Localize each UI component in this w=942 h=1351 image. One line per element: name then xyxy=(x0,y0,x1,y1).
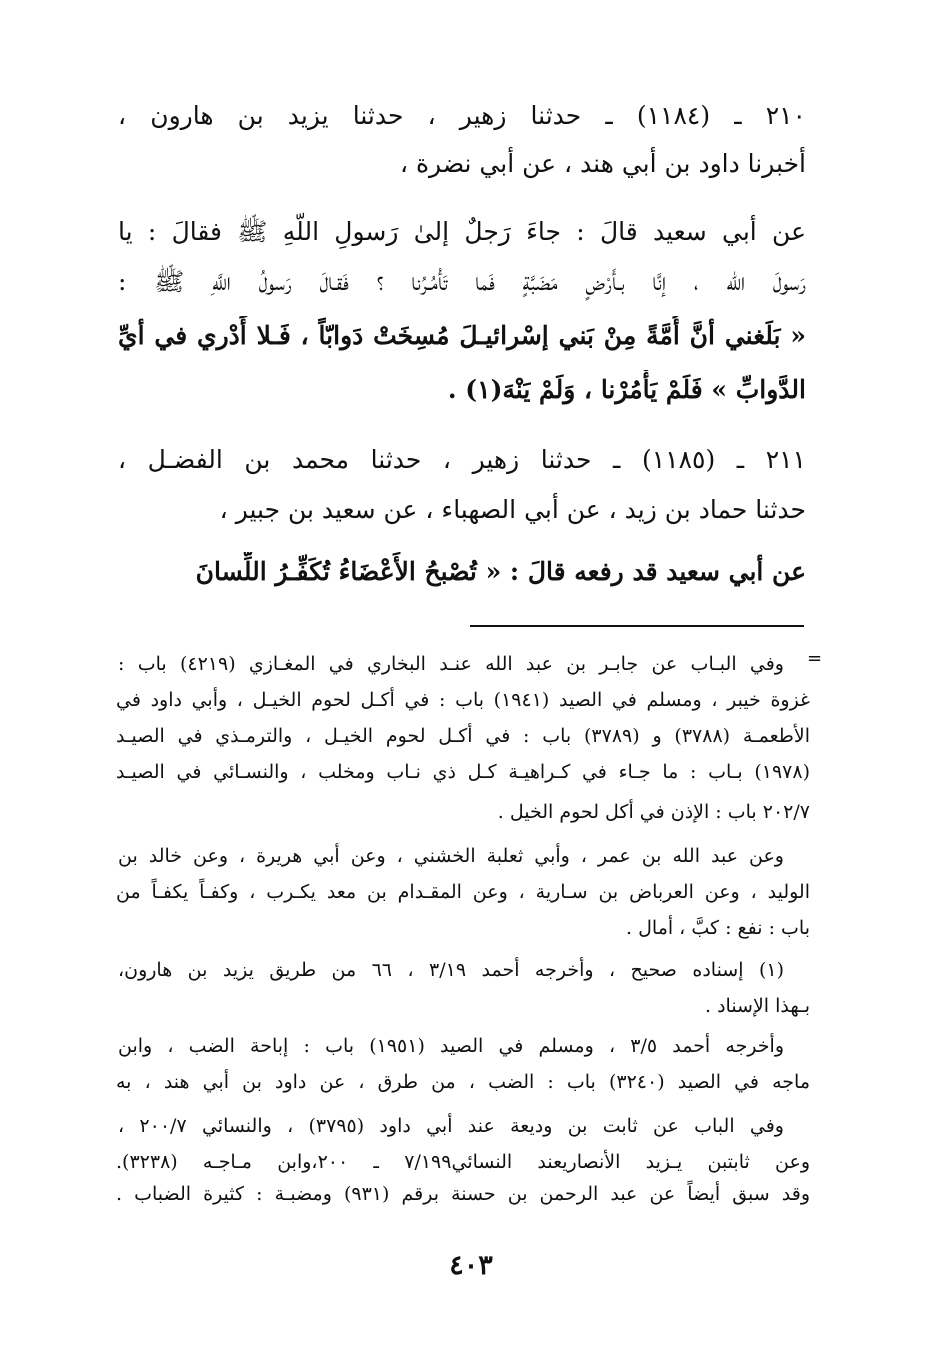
hadith-211-matn-line-1: عن أبي سعيد قد رفعه قالَ : « تُصْبحُ الأَعْضَاءُ تُكَفِّـرُ اللِّسانَ xyxy=(195,557,806,586)
hadith-210-matn-line-1: عن أبي سعيد قالَ : جاءَ رَجلٌ إلىٰ رَسولِ اللَّهِ ﷺ فقالَ : يا xyxy=(118,217,806,246)
footnote-paragraph-1-line-2: غزوة خيبر ، ومسلم في الصيد (١٩٤١) باب : في أكـل لحوم الخيـل ، وأبي داود في xyxy=(116,689,810,711)
footnote-paragraph-4-line-1: وفي الباب عن ثابت بن وديعة عند أبي داود (٣٧٩٥) ، والنسائي ٢٠٠/٧ ، xyxy=(118,1115,784,1137)
hadith-210-isnad-line-2: أخبرنا داود بن أبي هند ، عن أبي نضرة ، xyxy=(399,149,806,178)
footnote-paragraph-3-line-1: وأخرجه أحمد ٣/٥ ، ومسلم في الصيد (١٩٥١) باب : إباحة الضب ، وابن xyxy=(118,1035,784,1057)
hadith-211-isnad-line-2: حدثنا حماد بن زيد ، عن أبي الصهباء ، عن سعيد بن جبير ، xyxy=(219,495,806,524)
hadith-210-matn-line-3: « بَلَغني أنَّ أُمَّةً مِنْ بَني إسْرائيـلَ مُسِخَتْ دَوابّاً ، فَـلا أَدْري في أيِّ xyxy=(118,321,806,350)
footnote-paragraph-4-line-2: وعن ثابتبن يـزيد الأنصاريعند النسائي٧/١٩٩ ـ ٢٠٠،وابن مـاجـه (٣٢٣٨). xyxy=(116,1151,810,1173)
footnote-1-line-1: (١) إسناده صحيح ، وأخرجه أحمد ٣/١٩ ، ٦٦ من طريق يزيد بن هارون، xyxy=(118,959,784,981)
footnote-paragraph-3-line-2: ماجه في الصيد (٣٢٤٠) باب : الضب ، من طرق ، عن داود بن أبي هند ، به xyxy=(116,1071,810,1093)
footnote-paragraph-1-line-4: (١٩٧٨) بـاب : ما جـاء في كـراهيـة كـل ذي نـاب ومخلب ، والنسـائي في الصيـد xyxy=(116,761,810,783)
footnote-1-line-2: بـهذا الإسناد . xyxy=(704,995,810,1017)
footnote-divider xyxy=(470,625,804,627)
footnote-paragraph-1-line-3: الأطعمـة (٣٧٨٨) و (٣٧٨٩) باب : في أكـل لحوم الخيـل ، والترمـذي في الصيـد xyxy=(116,725,810,747)
footnote-paragraph-1-line-1: وفي البـاب عن جابـر بن عبد الله عنـد البخاري في المغـازي (٤٢١٩) باب : xyxy=(118,653,784,675)
footnote-paragraph-2-line-2: الوليد ، وعن العرباض بن سـارية ، وعن المقـدام بن معد يكـرب ، وكفـاً يكفـاً من xyxy=(116,881,810,903)
footnote-paragraph-2-line-1: وعن عبد الله بن عمر ، وأبي ثعلبة الخشني ، وعن أبي هريرة ، وعن خالد بن xyxy=(118,845,784,867)
page-number: ٤٠٣ xyxy=(449,1250,493,1281)
footnote-paragraph-4-line-3: وقد سبق أيضاً عن عبد الرحمن بن حسنة برقم (٩٣١) ومضبـة : كثيرة الضباب . xyxy=(116,1183,810,1205)
hadith-210-matn-line-2: رَسولَ الله ، إنَّا بـأَرْضٍ مَضَبَّةٍ فَما تَأْمُـرُنا ؟ فَقـالَ رَسولُ اللَّهِ ﷺ : xyxy=(118,267,806,296)
footnote-paragraph-1-line-5: ٢٠٢/٧ باب : الإذن في أكل لحوم الخيل . xyxy=(497,801,810,823)
hadith-211-isnad-line-1: ٢١١ ـ (١١٨٥) ـ حدثنا زهير ، حدثنا محمد بن الفضـل ، xyxy=(118,445,806,474)
footnote-continuation-mark: = xyxy=(807,648,823,669)
hadith-210-isnad-line-1: ٢١٠ ـ (١١٨٤) ـ حدثنا زهير ، حدثنا يزيد بن هارون ، xyxy=(118,101,806,130)
hadith-210-matn-line-4: الدَّوابِّ » فَلَمْ يَأْمُرْنا ، وَلَمْ يَنْهَ(١) . xyxy=(447,375,806,404)
footnote-paragraph-2-line-3: باب : نفع : كبَّ ، أمال . xyxy=(626,917,810,939)
